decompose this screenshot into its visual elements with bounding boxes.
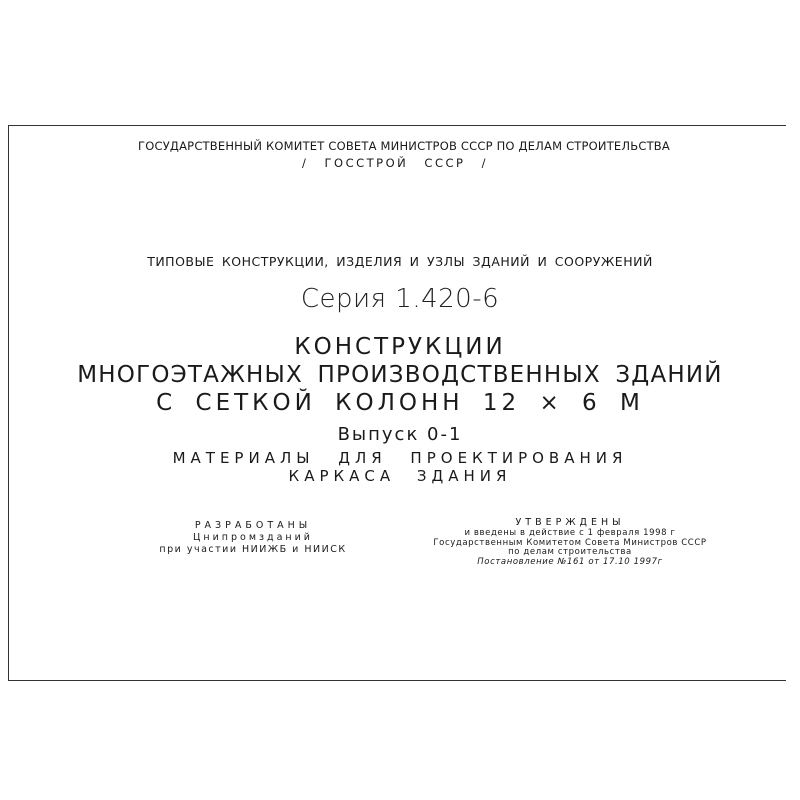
gosstroy-label: / ГОССТРОЙ СССР / [302, 156, 488, 170]
issue-number: Выпуск 0-1 [337, 424, 463, 445]
title-line-2: МНОГОЭТАЖНЫХ ПРОИЗВОДСТВЕННЫХ ЗДАНИЙ [77, 362, 723, 388]
developer-name: Цнипромзданий [193, 531, 313, 543]
developed-label: РАЗРАБОТАНЫ [194, 520, 312, 531]
title-line-1: КОНСТРУКЦИИ [294, 334, 506, 360]
approved-authority: Государственным Комитетом Совета Министров СССР [433, 537, 707, 548]
subtitle-line-1: МАТЕРИАЛЫ ДЛЯ ПРОЕКТИРОВАНИЯ [172, 449, 628, 467]
approved-label: УТВЕРЖДЕНЫ [515, 517, 625, 528]
approved-block [430, 518, 710, 568]
approved-effective-date: и введены в действие с 1 февраля 1998 г [464, 527, 676, 538]
developed-by-block [128, 520, 378, 556]
approved-resolution: Постановление №161 от 17.10 1997г [477, 557, 663, 568]
title-line-3: С СЕТКОЙ КОЛОНН 12 × 6 М [156, 390, 644, 416]
series-number: Серия 1.420-6 [300, 284, 500, 314]
typical-constructions-heading: ТИПОВЫЕ КОНСТРУКЦИИ, ИЗДЕЛИЯ И УЗЛЫ ЗДАНИЙ И СООРУЖЕНИЙ [147, 254, 653, 269]
approved-authority-dept: по делам строительства [508, 547, 632, 558]
committee-header: ГОСУДАРСТВЕННЫЙ КОМИТЕТ СОВЕТА МИНИСТРОВ СССР ПО ДЕЛАМ СТРОИТЕЛЬСТВА [138, 139, 670, 153]
subtitle-line-2: КАРКАСА ЗДАНИЯ [288, 467, 512, 485]
developer-participants: при участии НИИЖБ и НИИСК [159, 543, 347, 555]
